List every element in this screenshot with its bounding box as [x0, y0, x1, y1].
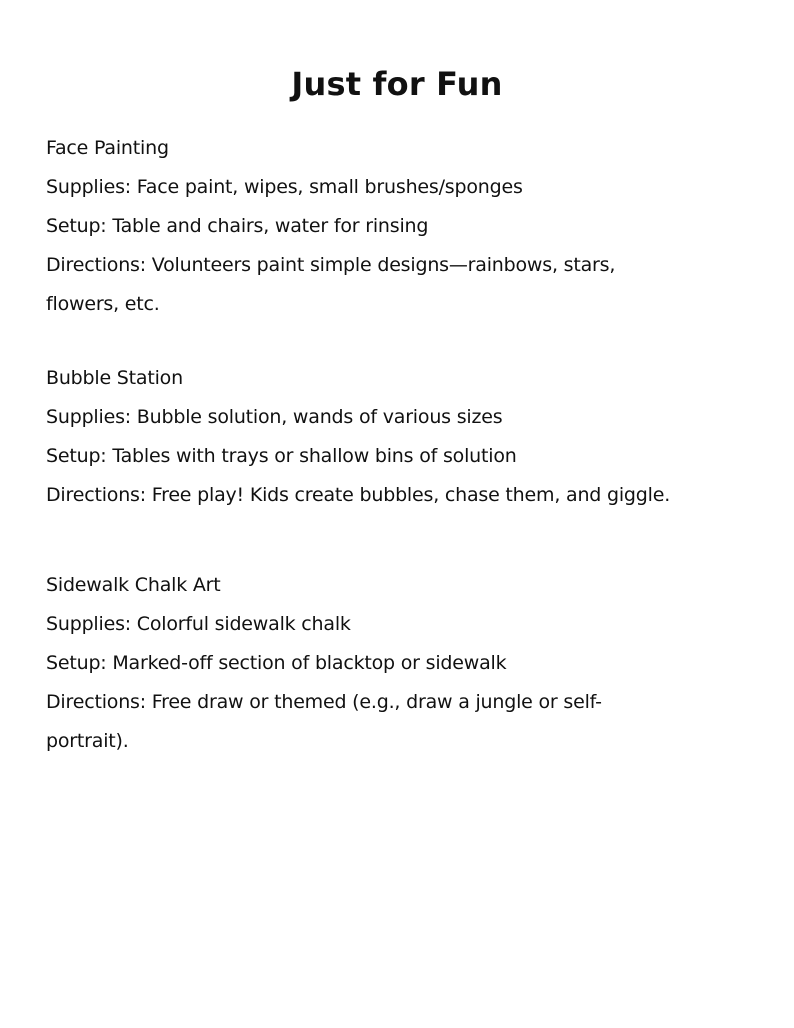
page-title: Just for Fun — [291, 65, 503, 103]
activity-supplies: Supplies: Face paint, wipes, small brushes/sponges — [46, 176, 523, 198]
activity-sidewalk-chalk-art — [46, 566, 746, 761]
activity-directions-line1: Directions: Volunteers paint simple designs—rainbows, stars, — [46, 254, 616, 276]
activity-heading: Sidewalk Chalk Art — [46, 574, 221, 596]
activity-setup: Setup: Table and chairs, water for rinsing — [46, 215, 429, 237]
activity-setup: Setup: Tables with trays or shallow bins of solution — [46, 445, 517, 467]
activity-heading: Face Painting — [46, 137, 169, 159]
activity-directions-line2: flowers, etc. — [46, 293, 160, 315]
activity-heading: Bubble Station — [46, 367, 183, 389]
activity-directions-line2: portrait). — [46, 730, 129, 752]
activity-supplies: Supplies: Colorful sidewalk chalk — [46, 613, 351, 635]
activity-supplies: Supplies: Bubble solution, wands of various sizes — [46, 406, 503, 428]
activity-setup: Setup: Marked-off section of blacktop or sidewalk — [46, 652, 507, 674]
activity-directions-line1: Directions: Free draw or themed (e.g., draw a jungle or self- — [46, 691, 602, 713]
activity-directions-line1: Directions: Free play! Kids create bubbles, chase them, and giggle. — [46, 484, 671, 506]
activity-face-painting — [46, 129, 746, 324]
activity-bubble-station — [46, 359, 746, 515]
